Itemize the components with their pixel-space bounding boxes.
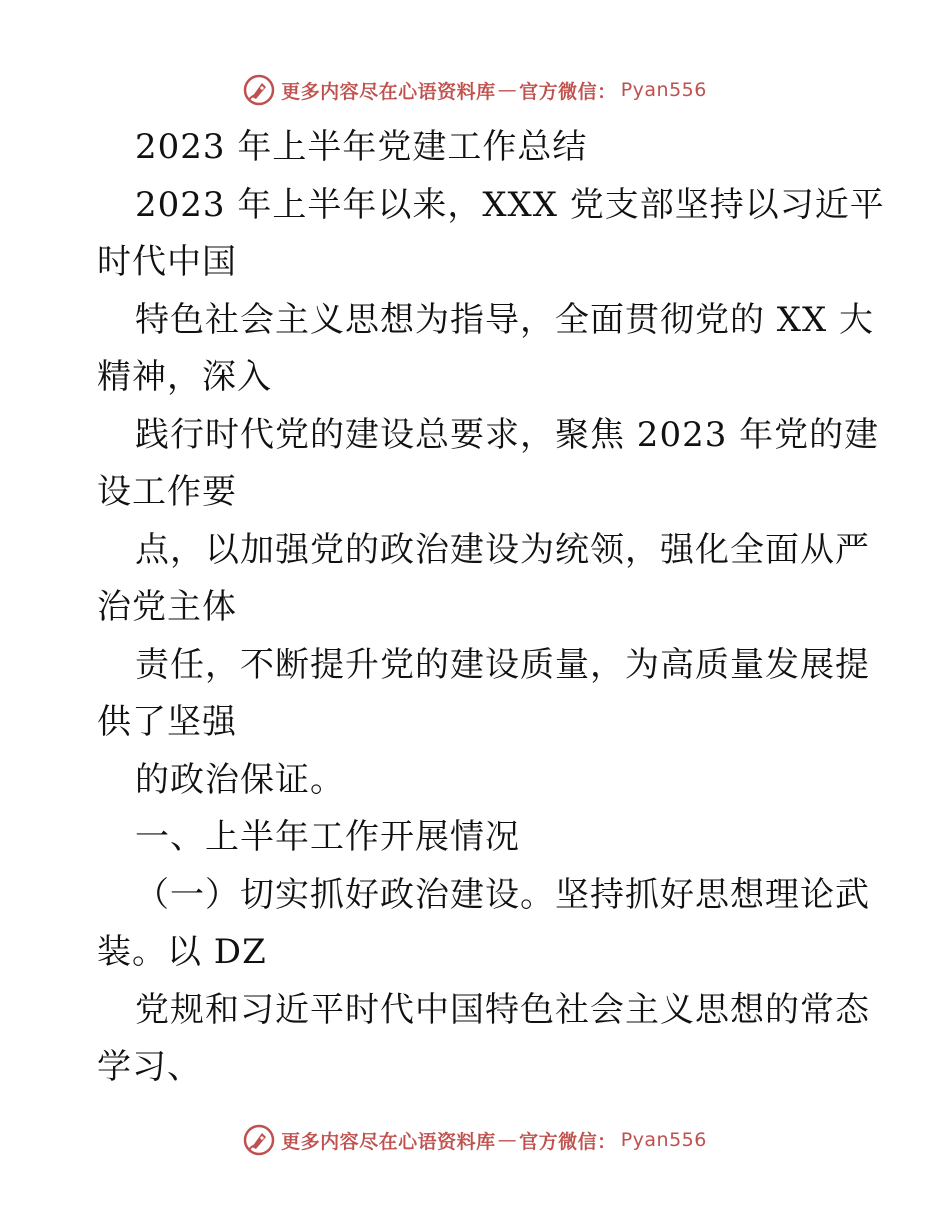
watermark-main-text: 更多内容尽在心语资料库 bbox=[281, 80, 496, 103]
paragraph-line: 装。以 DZ bbox=[97, 932, 267, 972]
paragraph-line: 点，以加强党的政治建设为统领，强化全面从严 bbox=[135, 529, 870, 570]
footer-watermark bbox=[0, 1120, 950, 1160]
watermark-separator: — bbox=[497, 1129, 518, 1151]
watermark-wechat-label: 官方微信： bbox=[519, 80, 617, 103]
paragraph-line: 精神，深入 bbox=[97, 357, 272, 397]
paragraph-line: 党规和习近平时代中国特色社会主义思想的常态 bbox=[135, 989, 870, 1030]
document-title: 2023 年上半年党建工作总结 bbox=[135, 127, 588, 167]
paragraph-line: 特色社会主义思想为指导，全面贯彻党的 XX 大 bbox=[135, 299, 875, 340]
paragraph-line: 供了坚强 bbox=[97, 702, 237, 742]
paragraph-line: 设工作要 bbox=[97, 472, 237, 512]
paragraph-line: 2023 年上半年以来，XXX 党支部坚持以习近平 bbox=[135, 184, 885, 225]
paragraph-line: 时代中国 bbox=[97, 242, 237, 282]
subsection-line: （一）切实抓好政治建设。坚持抓好思想理论武 bbox=[135, 874, 870, 915]
paragraph-line: 责任，不断提升党的建设质量，为高质量发展提 bbox=[135, 644, 870, 685]
paragraph-line: 的政治保证。 bbox=[135, 759, 345, 800]
watermark-wechat-label: 官方微信： bbox=[519, 1130, 617, 1153]
watermark-wechat-id: Pyan556 bbox=[620, 79, 707, 101]
section-heading: 一、上半年工作开展情况 bbox=[135, 817, 520, 857]
paragraph-line: 学习、 bbox=[97, 1047, 202, 1087]
watermark-separator: — bbox=[497, 79, 518, 101]
document-body bbox=[97, 125, 885, 1103]
header-watermark bbox=[0, 70, 950, 110]
paragraph-line: 治党主体 bbox=[97, 587, 237, 627]
watermark-wechat-id: Pyan556 bbox=[620, 1129, 707, 1151]
pen-nib-logo-icon bbox=[243, 74, 275, 106]
watermark-main-text: 更多内容尽在心语资料库 bbox=[281, 1130, 496, 1153]
paragraph-line: 践行时代党的建设总要求，聚焦 2023 年党的建 bbox=[135, 414, 880, 455]
pen-nib-logo-icon bbox=[243, 1124, 275, 1156]
